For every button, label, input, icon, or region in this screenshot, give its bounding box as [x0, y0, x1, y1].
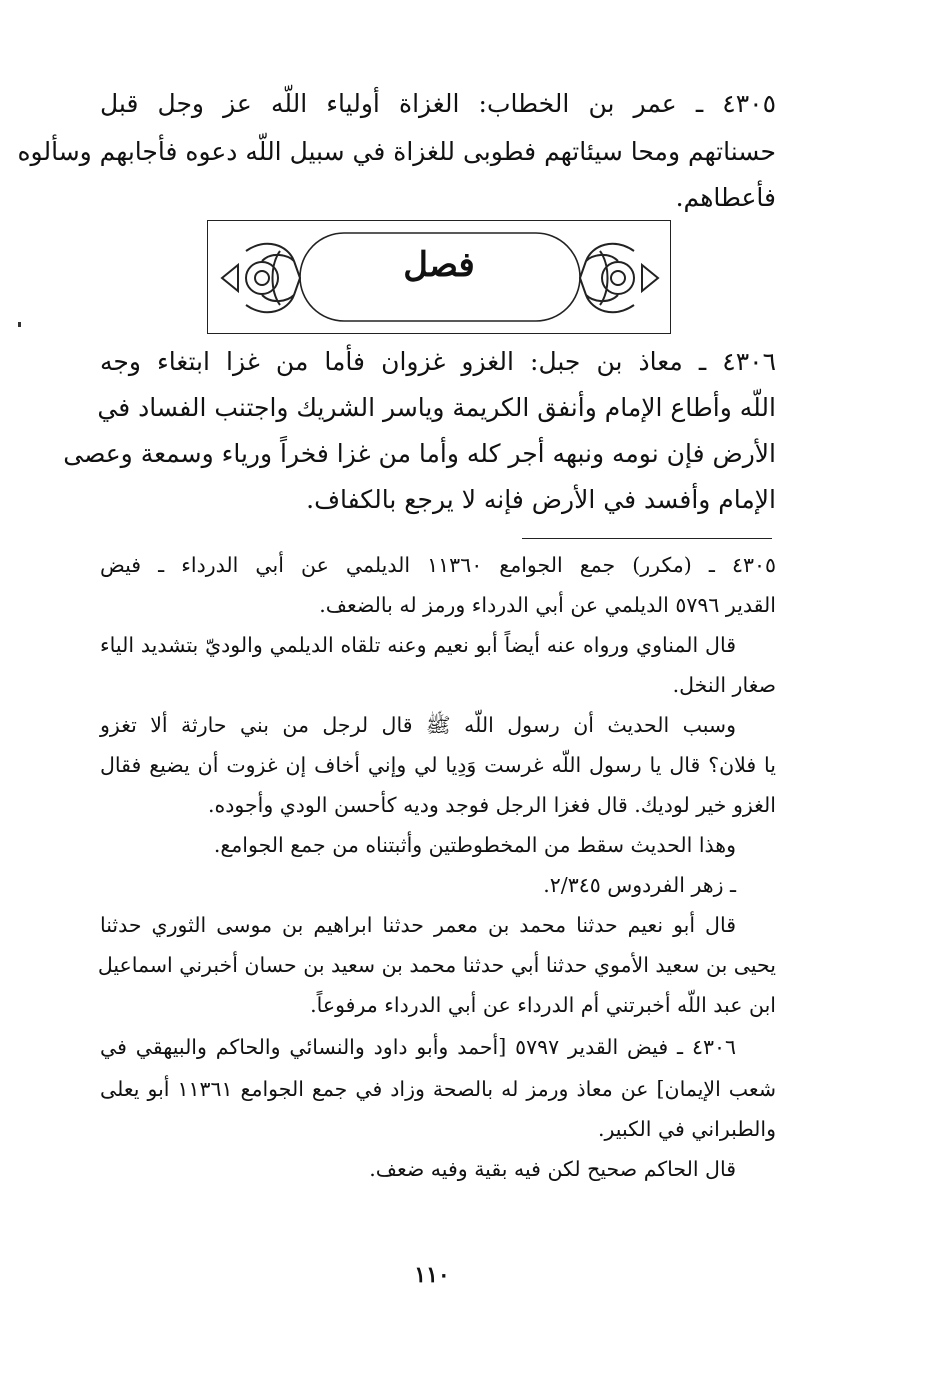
footnote-line: والطبراني في الكبير. [597, 1117, 776, 1141]
footnote-line: القدير ٥٧٩٦ الديلمي عن أبي الدرداء ورمز له بالضعف. [319, 593, 776, 617]
footnote-line: ٤٣٠٦ ـ فيض القدير ٥٧٩٧ [أحمد وأبو داود والنسائي والحاكم والبيهقي في [100, 1035, 736, 1059]
entry-4306-line-4: الإمام وأفسد في الأرض فإنه لا يرجع بالكفاف. [306, 485, 776, 514]
entry-4305-line-1: ٤٣٠٥ ـ عمر بن الخطاب: الغزاة أولياء اللّه عز وجل قبل [100, 89, 776, 118]
footnote-line: وسبب الحديث أن رسول اللّه ﷺ قال لرجل من بني حارثة ألا تغزو [100, 713, 736, 737]
entry-4306-line-1: ٤٣٠٦ ـ معاذ بن جبل: الغزو غزوان فأما من غزا ابتغاء وجه [100, 347, 776, 376]
section-heading: فصل [403, 245, 475, 285]
footnote-line: يا فلان؟ قال يا رسول اللّه غرست وَدِيا لي وإني أخاف إن غزوت أن يضيع فقال [100, 753, 776, 777]
footnote-line: قال المناوي ورواه عنه أيضاً أبو نعيم وعنه تلقاه الديلمي والوديّ بتشديد الياء [100, 633, 736, 657]
entry-4306-line-2: اللّه وأطاع الإمام وأنفق الكريمة وياسر الشريك واجتنب الفساد في [97, 393, 776, 422]
footnote-line: ـ زهر الفردوس ٢/٣٤٥. [543, 873, 736, 897]
footnote-line: شعب الإيمان] عن معاذ ورمز له بالصحة وزاد في جمع الجوامع ١١٣٦١ أبو يعلى [100, 1077, 776, 1101]
footnote-line: ٤٣٠٥ ـ (مكرر) جمع الجوامع ١١٣٦٠ الديلمي عن أبي الدرداء ـ فيض [100, 553, 776, 577]
footnote-line: صغار النخل. [672, 673, 776, 697]
footnote-separator [522, 538, 772, 539]
scan-speck [18, 322, 21, 327]
footnote-line: قال أبو نعيم حدثنا محمد بن معمر حدثنا ابراهيم بن موسى الثوري حدثنا [100, 913, 736, 937]
footnote-line: الغزو خير لوديك. قال فغزا الرجل فوجد وديه كأحسن الودي وأجوده. [208, 793, 776, 817]
entry-4306-line-3: الأرض فإن نومه ونبهه أجر كله وأما من غزا فخراً ورياء وسمعة وعصى [63, 439, 776, 468]
page-number: ١١٠ [414, 1262, 450, 1288]
footnote-line: قال الحاكم صحيح لكن فيه بقية وفيه ضعف. [369, 1157, 736, 1181]
footnote-line: يحيى بن سعيد الأموي حدثنا أبي حدثنا محمد بن سعيد بن حسان أخبرني اسماعيل [97, 953, 776, 977]
footnote-line: ابن عبد اللّه أخبرتني أم الدرداء عن أبي الدرداء مرفوعاً. [310, 993, 776, 1017]
footnote-line: وهذا الحديث سقط من المخطوطتين وأثبتناه من جمع الجوامع. [213, 833, 736, 857]
entry-4305-line-3: فأعطاهم. [675, 183, 776, 212]
entry-4305-line-2: حسناتهم ومحا سيئاتهم فطوبى للغزاة في سبيل اللّه دعوه فأجابهم وسألوه [17, 137, 776, 166]
